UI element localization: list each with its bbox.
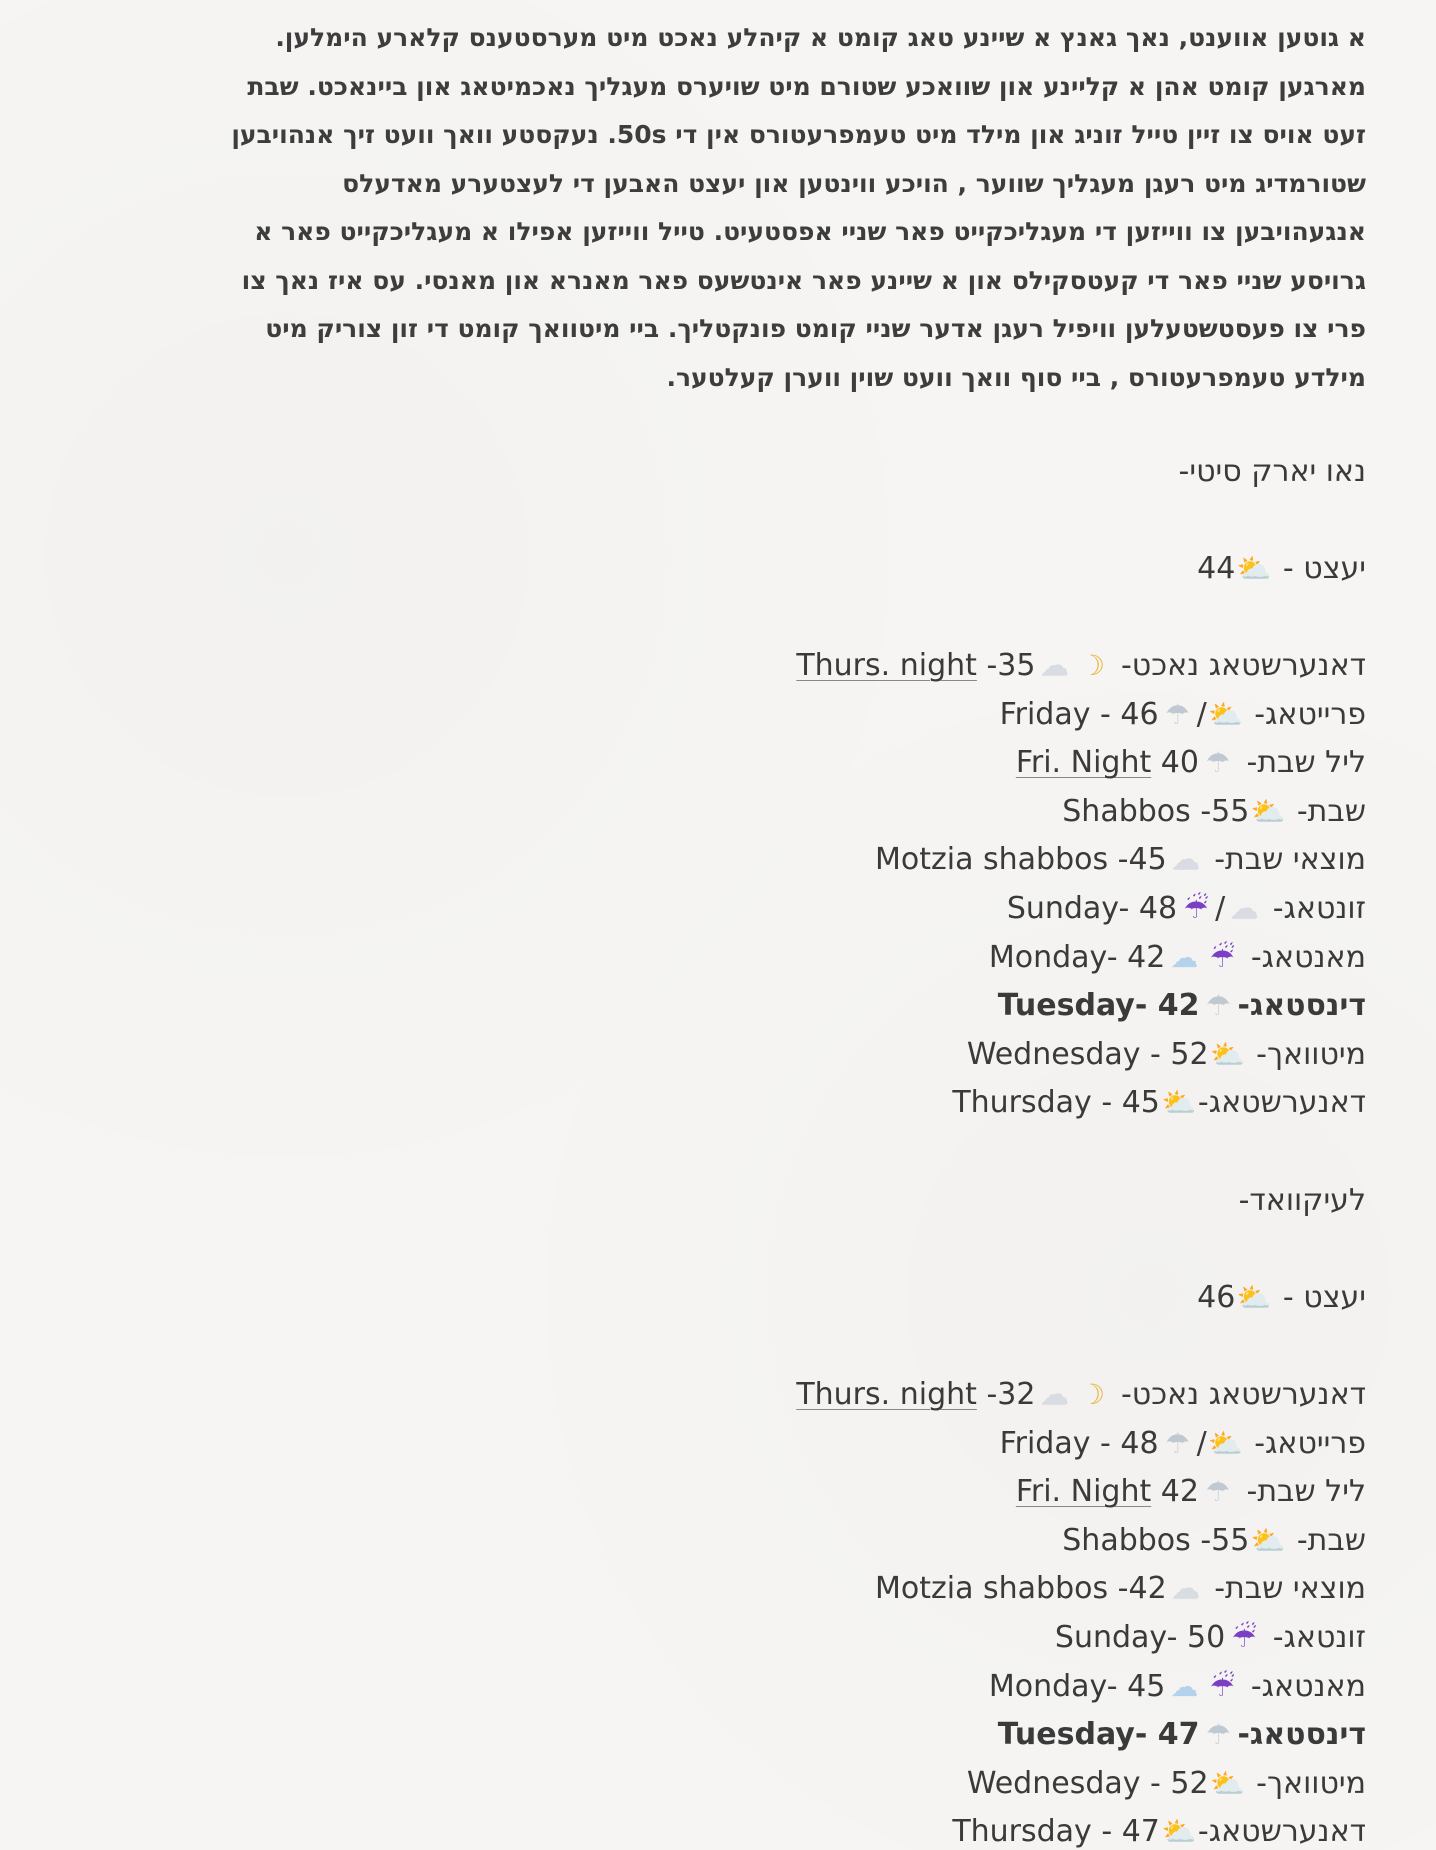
temperature: -32 xyxy=(986,1377,1036,1412)
day-label-hebrew: דאנערשטאג נאכט- xyxy=(1111,1377,1366,1412)
separator: / xyxy=(1196,1425,1207,1461)
day-label-hebrew: דינסטאג- xyxy=(1237,1717,1366,1753)
day-label-hebrew: זונטאג- xyxy=(1263,1620,1366,1655)
intro-line: אנגעהויבען צו ווייזען די מעגליכקייט פאר שניי אפסטעיט. טייל ווייזען אפילו א מעגליכקייט פאר א xyxy=(254,217,1366,246)
day-label-english: Thursday - 45 xyxy=(952,1085,1160,1121)
umbrella-rain-icon xyxy=(1177,889,1215,929)
crescent-moon-icon xyxy=(1073,1375,1111,1415)
forecast-row xyxy=(1000,1424,1366,1464)
day-label-hebrew: שבת- xyxy=(1287,1522,1366,1558)
now-temp: 46 xyxy=(1197,1280,1236,1315)
intro-line: זעט אויס צו זיין טייל זוניג און מילד מיט טעמפרעטורס אין די 50s. נעקסטע וואך וועט זיך אנהויבען xyxy=(231,120,1366,149)
day-label-hebrew: מאנטאג- xyxy=(1241,1668,1366,1704)
forecast-row xyxy=(1062,1521,1366,1561)
cloud-icon xyxy=(1225,889,1263,929)
forecast-row xyxy=(952,1812,1366,1850)
cloud-icon xyxy=(1167,1569,1205,1609)
forecast-row xyxy=(796,1375,1366,1415)
rain-cloud-icon xyxy=(1159,695,1197,735)
forecast-row xyxy=(989,938,1366,978)
cloud-icon xyxy=(1167,840,1205,880)
forecast-row xyxy=(875,1569,1366,1609)
temperature: -35 xyxy=(986,648,1036,683)
now-row-lakewood xyxy=(1197,1278,1366,1318)
intro-paragraph xyxy=(46,14,1366,402)
day-label-english: Tuesday- 42 xyxy=(997,988,1200,1024)
day-label-hebrew: דאנערשטאג נאכט- xyxy=(1111,648,1366,683)
sun-behind-cloud-icon xyxy=(1207,695,1245,735)
day-label-english: Wednesday - 52 xyxy=(966,1765,1209,1801)
cloud-icon xyxy=(1035,646,1073,686)
intro-line: פרי צו פעסטשטעלען וויפיל רעגן אדער שניי קומט פונקטליך. ביי מיטוואך קומט די זון צוריק מיט xyxy=(265,314,1366,343)
forecast-row xyxy=(1016,743,1366,783)
day-label-hebrew: מוצאי שבת- xyxy=(1204,842,1366,878)
day-label-hebrew: מיטוואך- xyxy=(1246,1765,1366,1801)
umbrella-rain-icon xyxy=(1203,1667,1241,1707)
now-row-nyc xyxy=(1197,549,1366,589)
day-label-hebrew: מיטוואך- xyxy=(1246,1036,1366,1072)
sun-behind-cloud-icon xyxy=(1209,1764,1247,1804)
wind-icon xyxy=(1165,938,1203,978)
forecast-row xyxy=(998,986,1366,1026)
day-label-english: Motzia shabbos -45 xyxy=(875,842,1167,878)
sun-behind-cloud-icon xyxy=(1207,1424,1245,1464)
separator: / xyxy=(1215,891,1226,926)
wind-icon xyxy=(1165,1667,1203,1707)
forecast-row xyxy=(796,646,1366,686)
umbrella-rain-icon xyxy=(1203,938,1241,978)
day-label-english-link[interactable]: Fri. Night xyxy=(1015,745,1152,781)
sun-behind-cloud-icon xyxy=(1249,1521,1287,1561)
forecast-row xyxy=(967,1035,1366,1075)
rain-cloud-icon xyxy=(1199,1715,1237,1755)
separator: / xyxy=(1196,696,1207,732)
sun-behind-cloud-icon xyxy=(1209,1035,1247,1075)
intro-line: מארגען קומט אהן א קליינע און שוואכע שטורם מיט שויערס מעגליך נאכמיטאג און ביינאכט. שבת xyxy=(247,71,1366,101)
now-label: יעצט - xyxy=(1273,1280,1366,1315)
day-label-hebrew: מוצאי שבת- xyxy=(1204,1571,1366,1607)
day-label-english: Thursday - 47 xyxy=(952,1814,1160,1850)
temperature: 42 xyxy=(1160,1474,1199,1510)
forecast-row xyxy=(1000,695,1366,735)
cloud-icon xyxy=(1035,1375,1073,1415)
sun-behind-cloud-icon xyxy=(1249,792,1287,832)
rain-cloud-icon xyxy=(1199,1472,1237,1512)
rain-cloud-icon xyxy=(1159,1424,1197,1464)
sun-behind-cloud-icon xyxy=(1235,1278,1273,1318)
forecast-row xyxy=(989,1667,1366,1707)
now-temp: 44 xyxy=(1197,551,1236,586)
forecast-row xyxy=(967,1764,1366,1804)
intro-line: שטורמדיג מיט רעגן מעגליך שווער , הויכע ווינטען און יעצט האבען די לעצטערע מאדעלס xyxy=(342,168,1366,198)
umbrella-rain-icon xyxy=(1225,1618,1263,1658)
day-label-hebrew: ליל שבת- xyxy=(1236,745,1366,781)
day-label-hebrew: מאנטאג- xyxy=(1241,939,1366,975)
day-label-english: Shabbos -55 xyxy=(1062,1522,1250,1558)
sun-behind-cloud-icon xyxy=(1235,549,1273,589)
now-label: יעצט - xyxy=(1273,551,1366,586)
day-label-english: Friday - 46 xyxy=(999,696,1159,732)
day-label-hebrew: פרייטאג- xyxy=(1244,1425,1366,1461)
day-label-english: Monday- 42 xyxy=(988,939,1166,975)
section-header-lakewood: לעיקוואד- xyxy=(1238,1183,1366,1218)
rain-cloud-icon xyxy=(1199,743,1237,783)
day-label-hebrew: שבת- xyxy=(1287,793,1366,829)
day-label-hebrew: פרייטאג- xyxy=(1244,696,1366,732)
intro-line: א גוטען אווענט, נאך גאנץ א שיינע טאג קומט א קיהלע נאכט מיט מערסטענס קלארע הימלען. xyxy=(275,23,1366,52)
day-label-english: Motzia shabbos -42 xyxy=(875,1571,1167,1607)
forecast-row xyxy=(1062,792,1366,832)
day-label-hebrew: דאנערשטאג- xyxy=(1197,1814,1366,1850)
day-label-english-link[interactable]: Thurs. night xyxy=(796,648,977,683)
forecast-row xyxy=(1016,1472,1366,1512)
day-label-hebrew: זונטאג- xyxy=(1263,891,1366,926)
forecast-row xyxy=(952,1083,1366,1123)
day-label-english: Friday - 48 xyxy=(999,1425,1159,1461)
rain-cloud-icon xyxy=(1199,986,1237,1026)
day-label-english: Sunday- 48 xyxy=(1006,891,1178,926)
intro-line: גרויסע שניי פאר די קעטסקילס און א שיינע פאר אינטשעס פאר מאנרא און מאנסי. עס איז נאך צו xyxy=(241,265,1366,295)
intro-line: מילדע טעמפרעטורס , ביי סוף וואך וועט שוין ווערן קעלטער. xyxy=(666,362,1366,392)
temperature: 40 xyxy=(1160,745,1199,781)
day-label-hebrew: דאנערשטאג- xyxy=(1197,1085,1366,1121)
forecast-row xyxy=(1007,889,1366,929)
day-label-english: Sunday- 50 xyxy=(1054,1620,1226,1655)
day-label-english: Tuesday- 47 xyxy=(997,1717,1200,1753)
day-label-english-link[interactable]: Thurs. night xyxy=(796,1377,977,1412)
section-header-nyc: נאו יארק סיטי- xyxy=(1178,454,1366,489)
day-label-english: Monday- 45 xyxy=(988,1668,1166,1704)
forecast-row xyxy=(1055,1618,1366,1658)
crescent-moon-icon xyxy=(1073,646,1111,686)
sun-behind-cloud-icon xyxy=(1160,1812,1198,1850)
day-label-english-link[interactable]: Fri. Night xyxy=(1015,1474,1152,1510)
day-label-hebrew: דינסטאג- xyxy=(1237,988,1366,1024)
sun-behind-cloud-icon xyxy=(1160,1083,1198,1123)
forecast-row xyxy=(998,1715,1366,1755)
day-label-english: Wednesday - 52 xyxy=(966,1036,1209,1072)
day-label-english: Shabbos -55 xyxy=(1062,793,1250,829)
day-label-hebrew: ליל שבת- xyxy=(1236,1474,1366,1510)
forecast-row xyxy=(875,840,1366,880)
